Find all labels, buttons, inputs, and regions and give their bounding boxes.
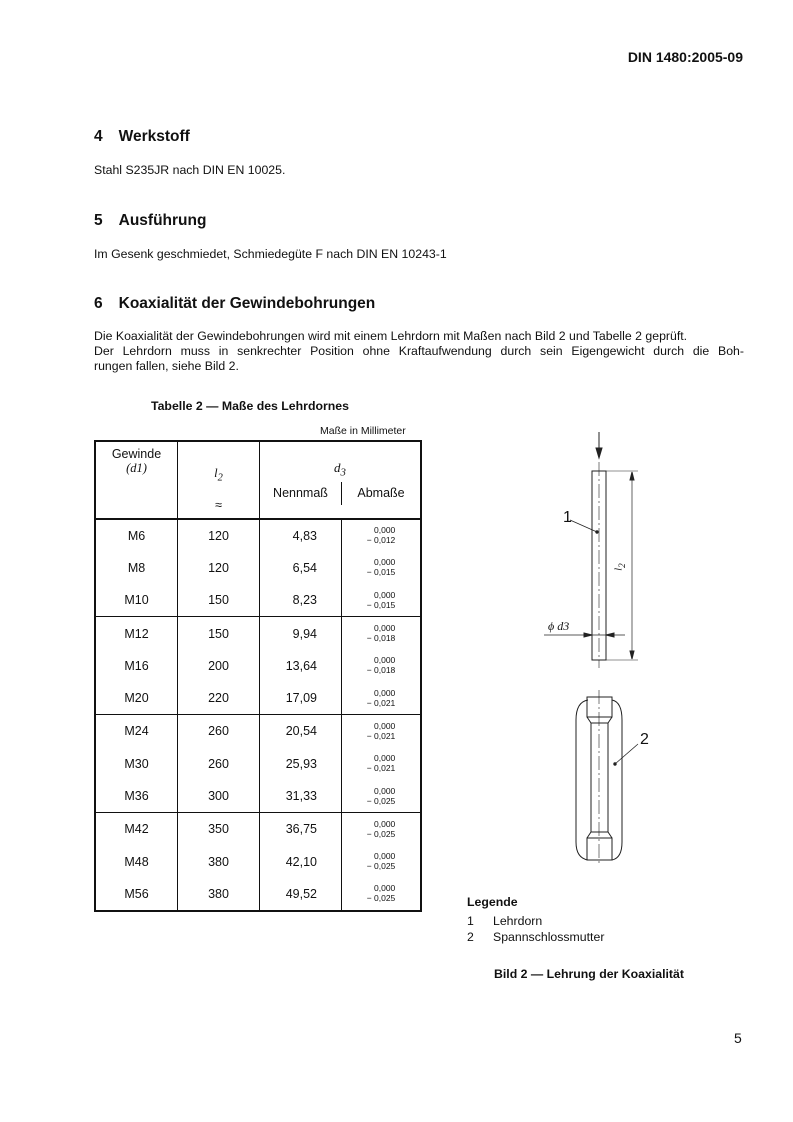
cell-gewinde: M12 [95, 617, 178, 650]
upper-deviation: 0,000 [374, 589, 396, 600]
page-number: 5 [734, 1030, 742, 1046]
cell-l2: 380 [178, 845, 260, 877]
section-title: Ausführung [118, 212, 207, 229]
cell-l2: 260 [178, 715, 260, 748]
cell-l2: 260 [178, 748, 260, 780]
header-d1: (d1) [126, 461, 147, 475]
cell-l2: 150 [178, 617, 260, 650]
upper-deviation: 0,000 [374, 851, 396, 862]
upper-deviation: 0,000 [374, 720, 396, 731]
legend-title: Legende [467, 895, 518, 909]
leader-line-1 [570, 520, 597, 532]
section-title: Werkstoff [118, 128, 190, 145]
label-d3: ϕ d3 [548, 619, 570, 633]
legend-text: Spannschlossmutter [493, 930, 605, 944]
section-number: 5 [94, 212, 103, 229]
cell-gewinde: M20 [95, 682, 178, 715]
cell-l2: 120 [178, 552, 260, 584]
label-l2: $l_2$ [612, 563, 627, 571]
section-number: 4 [94, 128, 103, 145]
section-5-text: Im Gesenk geschmiedet, Schmiedegüte F nach DIN EN 10243-1 [94, 247, 447, 261]
header-abmasse: Abmaße [357, 486, 405, 500]
legend-item [467, 914, 542, 929]
table-caption: Tabelle 2 — Maße des Lehrdornes [151, 399, 349, 413]
header-l2-symbol: $l_2$ [214, 466, 223, 484]
upper-deviation: 0,000 [374, 753, 396, 764]
cell-gewinde: M6 [95, 519, 178, 552]
nennmass-value: 25,93 [285, 756, 317, 771]
cell-gewinde: M8 [95, 552, 178, 584]
nennmass-value: 4,83 [292, 528, 317, 543]
nennmass-value: 31,33 [285, 789, 317, 804]
lower-deviation: − 0,025 [366, 828, 396, 839]
upper-deviation: 0,000 [374, 687, 396, 698]
lower-deviation: − 0,025 [366, 795, 396, 806]
lower-deviation: − 0,015 [366, 599, 396, 610]
cell-gewinde: M30 [95, 748, 178, 780]
lower-deviation: − 0,021 [366, 730, 396, 741]
cell-l2: 380 [178, 878, 260, 911]
cell-l2: 220 [178, 682, 260, 715]
nennmass-value: 9,94 [292, 626, 317, 641]
gauge-pin [592, 462, 606, 668]
cell-gewinde: M48 [95, 845, 178, 877]
nennmass-value: 42,10 [285, 854, 317, 869]
upper-deviation: 0,000 [374, 525, 396, 536]
nennmass-value: 13,64 [285, 658, 317, 673]
turnbuckle-nut [576, 690, 622, 866]
nennmass-value: 6,54 [292, 560, 317, 575]
cell-gewinde: M10 [95, 584, 178, 617]
lower-deviation: − 0,021 [366, 763, 396, 774]
text-line: Der Lehrdorn muss in senkrechter Position ohne Kraftaufwendung durch sein Eigengewicht durch die Boh- [94, 344, 744, 358]
section-title: Koaxialität der Gewindebohrungen [118, 295, 376, 312]
document-id: DIN 1480:2005-09 [627, 49, 743, 65]
section-4-text: Stahl S235JR nach DIN EN 10025. [94, 163, 286, 177]
item-label-1: 1 [563, 509, 572, 526]
legend-number: 2 [467, 930, 474, 944]
upper-deviation: 0,000 [374, 785, 396, 796]
cell-gewinde: M36 [95, 780, 178, 813]
leader-line-2 [615, 744, 638, 764]
upper-deviation: 0,000 [374, 623, 396, 634]
nennmass-value: 17,09 [285, 691, 317, 706]
text-line: Die Koaxialität der Gewindebohrungen wird mit einem Lehrdorn mit Maßen nach Bild 2 und Tabelle 2 geprüft. [94, 329, 688, 343]
legend-item [467, 930, 604, 945]
nennmass-value: 20,54 [285, 724, 317, 739]
cell-l2: 300 [178, 780, 260, 813]
leader-dot [614, 763, 616, 765]
cell-gewinde: M42 [95, 813, 178, 846]
legend-number: 1 [467, 914, 474, 928]
approx-symbol: ≈ [215, 497, 222, 512]
header-d3-symbol: $d_3$ [334, 460, 346, 479]
lower-deviation: − 0,021 [366, 697, 396, 708]
lower-deviation: − 0,018 [366, 665, 396, 676]
upper-deviation: 0,000 [374, 655, 396, 666]
nennmass-value: 8,23 [292, 593, 317, 608]
lower-deviation: − 0,012 [366, 535, 396, 546]
leader-dot [596, 531, 598, 533]
header-nennmass: Nennmaß [260, 482, 342, 505]
cell-gewinde: M16 [95, 650, 178, 682]
figure-caption: Bild 2 — Lehrung der Koaxialität [494, 967, 684, 981]
upper-deviation: 0,000 [374, 818, 396, 829]
upper-deviation: 0,000 [374, 557, 396, 568]
unit-note: Maße in Millimeter [320, 425, 406, 437]
cell-l2: 150 [178, 584, 260, 617]
lower-deviation: − 0,025 [366, 861, 396, 872]
lower-deviation: − 0,018 [366, 633, 396, 644]
cell-l2: 200 [178, 650, 260, 682]
header-label: Gewinde [111, 447, 162, 461]
lower-deviation: − 0,015 [366, 567, 396, 578]
upper-deviation: 0,000 [374, 883, 396, 894]
arrow-down-icon [596, 432, 602, 458]
legend-text: Lehrdorn [493, 914, 543, 928]
cell-l2: 350 [178, 813, 260, 846]
item-label-2: 2 [640, 731, 649, 748]
text-line: rungen fallen, siehe Bild 2. [94, 359, 239, 373]
cell-l2: 120 [178, 519, 260, 552]
cell-gewinde: M56 [95, 878, 178, 911]
nennmass-value: 36,75 [285, 822, 317, 837]
cell-gewinde: M24 [95, 715, 178, 748]
section-number: 6 [94, 295, 103, 312]
nennmass-value: 49,52 [285, 886, 317, 901]
lower-deviation: − 0,025 [366, 893, 396, 904]
